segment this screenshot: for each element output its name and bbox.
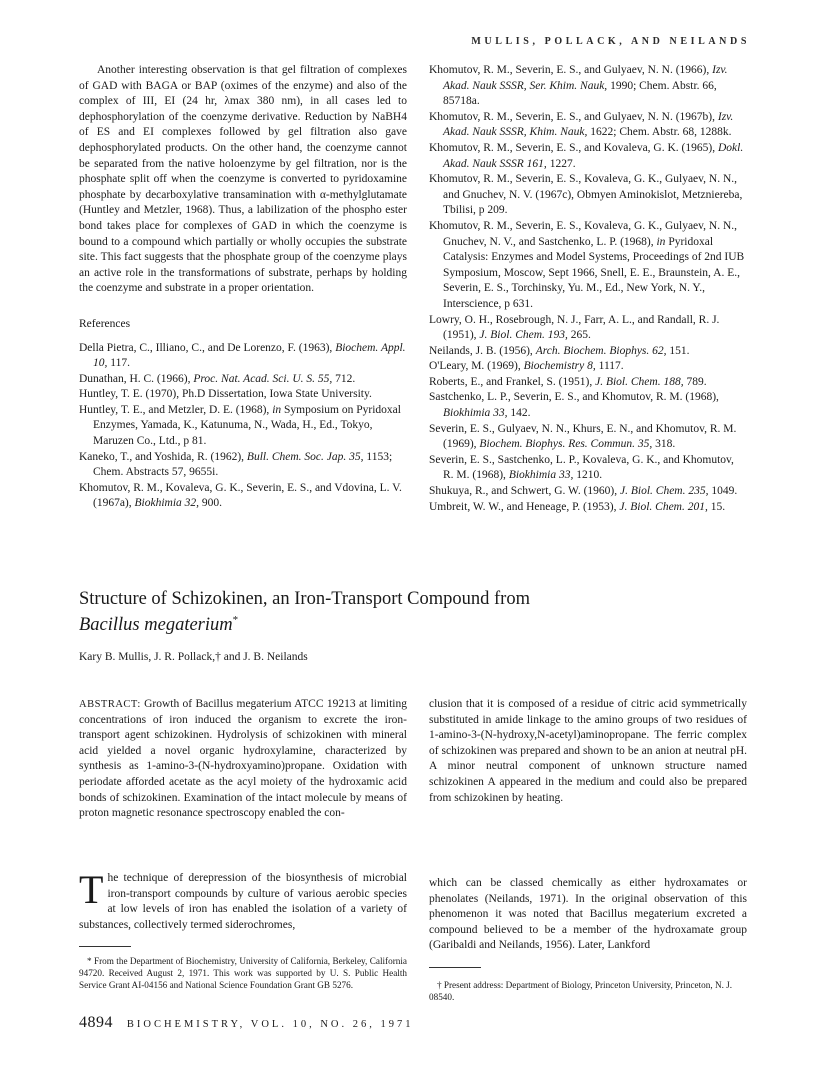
reference-source: Dokl. Akad. Nauk SSSR 161, [443,141,744,170]
abstract-left-column [79,697,407,822]
reference-source: Biokhimia 33, [508,469,574,482]
reference-authors: Khomutov, R. M., Kovaleva, G. K., Severin, E. S., and Vdovina, L. V. (1967a), [79,481,402,510]
reference-entry [79,450,407,481]
footnote-affiliation: * From the Department of Biochemistry, University of California, Berkeley, California 94720. Received August 2, 1971. This work was supported by U. S. Public Health Service Grant AI-04156 and National Science Foundation Grant GB 5276. [79,956,407,990]
authors-line: Kary B. Mullis, J. R. Pollack,† and J. B. Neilands [79,651,308,663]
references-heading: References [79,317,131,330]
reference-source: Biochem. Biophys. Res. Commun. 35, [479,438,653,451]
reference-source: Bull. Chem. Soc. Jap. 35, [246,450,364,463]
reference-authors: Khomutov, R. M., Severin, E. S., and Gulyaev, N. N. (1966), [429,64,713,76]
reference-entry [429,344,747,360]
reference-entry [429,359,747,375]
reference-authors: Kaneko, T., and Yoshida, R. (1962), [79,450,247,463]
reference-source: in [656,235,666,248]
reference-source: J. Biol. Chem. 235, [620,485,709,498]
reference-entry [79,403,407,450]
reference-authors: Umbreit, W. W., and Heneage, P. (1953), [429,500,620,513]
reference-pages: 15. [707,500,726,513]
top-left-column [79,63,407,512]
reference-authors: Della Pietra, C., Illiano, C., and De Lorenzo, F. (1963), [79,341,336,354]
reference-source: Izv. Akad. Nauk SSSR, Ser. Khim. Nauk, [443,64,728,92]
reference-source: Biochem. Appl. 10, [93,341,406,370]
reference-entry [429,453,747,484]
reference-pages: 900. [199,497,223,510]
abstract-label: ABSTRACT: [79,699,141,710]
references-list-left [79,341,407,513]
reference-authors: Neilands, J. B. (1956), [429,344,536,357]
reference-pages: 142. [507,407,531,420]
reference-authors: Lowry, O. H., Rosebrough, N. J., Farr, A. L., and Randall, R. J. (1951), [429,313,720,342]
title-organism: Bacillus megaterium [79,615,233,636]
reference-pages: 1153; Chem. Abstracts 57, 9655i. [93,450,393,479]
reference-source: Proc. Nat. Acad. Sci. U. S. 55, [193,372,333,385]
footnote-rule-right [429,967,481,968]
footnote-rule-left [79,946,131,947]
reference-entry [429,422,747,453]
reference-authors: Dunathan, H. C. (1966), [79,372,194,385]
reference-pages: 789. [683,375,707,388]
footnote-left [79,955,407,991]
footnote-right [429,979,747,1003]
reference-entry [429,172,747,219]
reference-entry [429,313,747,344]
running-head: MULLIS, POLLACK, AND NEILANDS [471,36,750,47]
reference-authors: Severin, E. S., Gulyaev, N. N., Khurs, E. N., and Khomutov, R. M. (1969), [429,422,737,451]
reference-pages: 318. [652,438,676,451]
reference-source: Biochemistry 8, [523,360,596,373]
reference-entry [429,484,747,500]
title-line-1: Structure of Schizokinen, an Iron-Transport Compound from [79,589,530,609]
reference-source: J. Biol. Chem. 201, [619,500,708,513]
discussion-paragraph [79,63,407,297]
reference-pages: 1210. [573,469,603,482]
top-right-column [429,63,747,515]
article-title [79,589,759,636]
journal-citation: BIOCHEMISTRY, VOL. 10, NO. 26, 1971 [126,1019,414,1030]
reference-source: Arch. Biochem. Biophys. 62, [535,344,667,357]
reference-source: J. Biol. Chem. 188, [595,375,684,388]
reference-authors: Huntley, T. E., and Metzler, D. E. (1968), [79,403,273,416]
reference-entry [429,110,747,141]
reference-entry [79,372,407,388]
reference-pages: 1990; Chem. Abstr. 66, 85718a. [443,79,717,108]
page-number: 4894 [79,1014,113,1031]
body-left-column [79,867,407,933]
title-line-2 [79,610,759,636]
reference-authors: Khomutov, R. M., Severin, E. S., and Kovaleva, G. K. (1965), [429,141,718,154]
body-text-left: he technique of derepression of the biosynthesis of microbial iron-transport compounds by culture of various aerobic species at low levels of iron has enabled the isolation of a variety of substances, collectively termed siderochromes, [79,872,407,931]
reference-entry [79,341,407,372]
drop-cap: T [79,867,104,912]
abstract-text-left: Growth of Bacillus megaterium ATCC 19213 at limiting concentrations of iron induced the organism to excrete the iron-transport agent schizokinen. Hydrolysis of schizokinen with mineral acid yielded a novel organic hydroxylamine, characterized by synthesis as 1-amino-3-(N-hydroxyamino)propane. Oxidation with periodate afforded acetate as the acyl moiety of the hydroxamic acid bonds of schizokinen. Examination of the intact molecule by means of proton magnetic resonance spectroscopy enabled the con- [79,698,407,820]
abstract-right-column: clusion that it is composed of a residue of citric acid symmetrically substituted in amide linkage to the amino groups of two residues of 1-amino-3-(N-hydroxy,N-acetyl)aminopropane. The ferric complex of schizokinen was prepared and shown to be an anion at neutral pH. A minor neutral component of unknown structure named schizokinen A appeared in the medium and could also be prepared from schizokinen by heating. [429,698,747,804]
reference-source: Biokhimia 32, [134,497,200,510]
references-list-right [429,63,747,515]
reference-pages: 265. [567,329,591,342]
reference-source: in [272,403,282,416]
reference-pages: 117. [107,357,130,370]
reference-pages: Pyridoxal Catalysis: Enzymes and Model Systems, Proceedings of 2nd IUB Symposium, Moscow, Sept 1966, Snell, E. E., Braunstein, A. E., Severin, E. S., Torchinsky, Yu. M., Ed., New York, N. Y., Interscience, p 631. [443,235,745,310]
reference-pages: Symposium on Pyridoxal Enzymes, Yamada, K., Katunuma, N., Wada, H., Ed., Tokyo, Maruzen Co., Ltd., p 81. [93,403,401,448]
reference-pages: 1622; Chem. Abstr. 68, 1288k. [587,126,732,139]
reference-source: Izv. Akad. Nauk SSSR, Khim. Nauk, [443,110,734,139]
reference-entry [429,500,747,516]
reference-authors: Khomutov, R. M., Severin, E. S., and Gulyaev, N. N. (1967b), [429,110,718,123]
paragraph-text: Another interesting observation is that gel filtration of complexes of GAD with BAGA or BAP (oximes of the enzyme) and also of the complex of III, EI (24 hr, λmax 380 nm), in all cases led to dephosphorylation of the coenzyme derivative. Reduction by NaBH4 of ES and EI complexes followed by gel filtration also gave dephosphorylated products. On the other hand, the coenzyme cannot be separated from the native holoenzyme by gel filtration, nor is the phosphate split off when the coenzyme is converted to pyridoxamine phosphate by decarboxylative transamination with α-methylglutamate (Huntley and Metzler, 1968). Thus, a labilization of the phospho ester bond takes place for complexes of GAD in which the coenzyme is bound to a compound which partially or wholly occupies the substrate site. This fact suggests that the phosphate group of the coenzyme plays an active role in the transformations of substrate, perhaps by holding the coenzyme and substrate in a proper orientation. [79,64,407,295]
reference-source: Biokhimia 33, [443,407,508,420]
reference-pages: 151. [666,344,690,357]
reference-entry [79,387,407,403]
reference-authors: Severin, E. S., Sastchenko, L. P., Kovaleva, G. K., and Khomutov, R. M. (1968), [429,453,734,482]
reference-pages: 712. [332,372,356,385]
page-footer [79,1014,414,1032]
reference-entry [429,375,747,391]
reference-authors: O'Leary, M. (1969), [429,360,524,373]
reference-entry [429,390,747,421]
reference-entry [79,481,407,512]
reference-entry [429,219,747,313]
body-right-column: which can be classed chemically as either hydroxamates or phenolates (Neilands, 1971). In the original observation of this phenomenon it was noted that Bacillus megaterium excreted a compound believed to be a member of the hydroxamate group (Garibaldi and Neilands, 1956). Later, Lankford [429,877,747,952]
footnote-present-address: † Present address: Department of Biology, Princeton University, Princeton, N. J. 08540. [429,980,733,1002]
reference-authors: Roberts, E., and Frankel, S. (1951), [429,375,596,388]
reference-pages: 1227. [546,157,576,170]
reference-entry [429,63,747,110]
reference-pages: 1117. [595,360,624,373]
reference-entry [429,141,747,172]
reference-authors: Shukuya, R., and Schwert, G. W. (1960), [429,485,621,498]
title-footnote-mark: * [232,614,239,626]
reference-source: J. Biol. Chem. 193, [479,329,568,342]
reference-pages: 1049. [708,485,738,498]
reference-authors: Huntley, T. E. (1970), Ph.D Dissertation, Iowa State University. [79,388,372,401]
reference-authors: Khomutov, R. M., Severin, E. S., Kovaleva, G. K., Gulyaev, N. N., Gnuchev, N. V., and Sastchenko, L. P. (1968), [429,219,738,248]
reference-authors: Sastchenko, L. P., Severin, E. S., and Khomutov, R. M. (1968), [429,391,719,404]
reference-authors: Khomutov, R. M., Severin, E. S., Kovaleva, G. K., Gulyaev, N. N., and Gnuchev, N. V. (1967c), Obmyen Aminokislot, Metzniereba, Tbilisi, p 209. [429,173,743,217]
